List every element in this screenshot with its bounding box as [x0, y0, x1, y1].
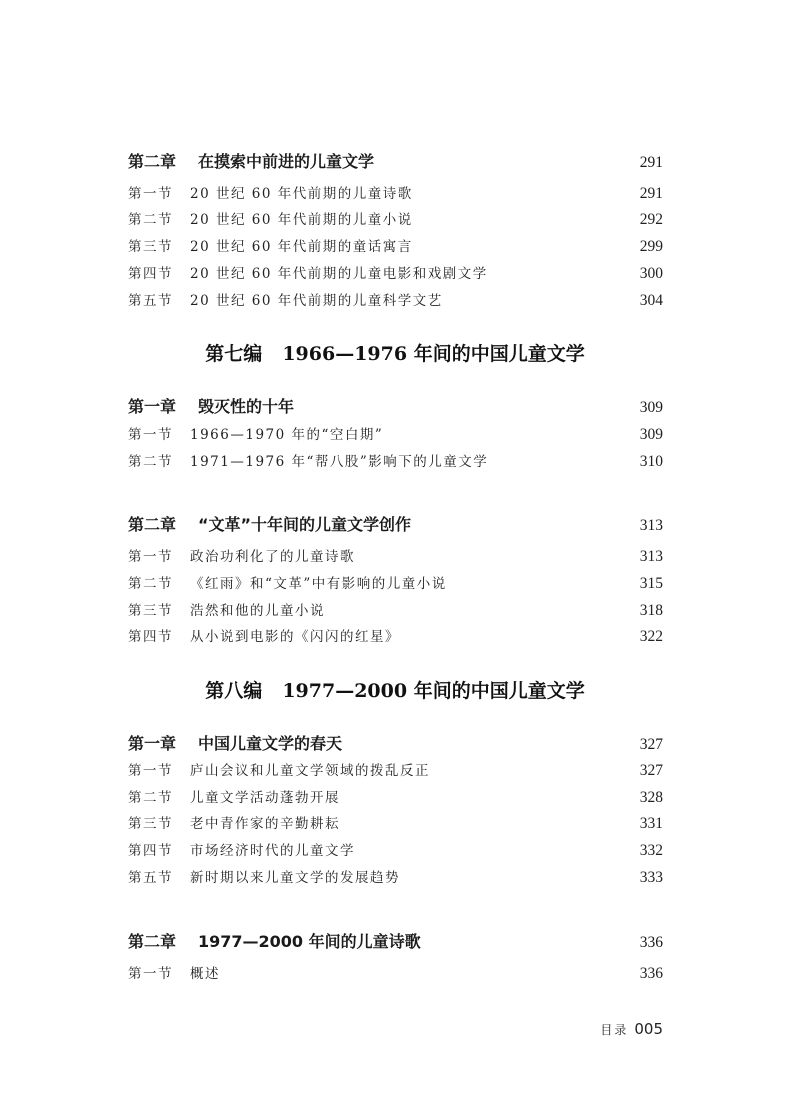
section-title: 从小说到电影的《闪闪的红星》: [190, 629, 400, 645]
section-title: 儿童文学活动蓬勃开展: [190, 790, 340, 806]
section-label: 第三节: [128, 239, 173, 255]
section-title: 概述: [190, 966, 220, 982]
page-number: 291: [639, 185, 663, 202]
part-heading: [0, 339, 790, 366]
section-label: 第二节: [128, 454, 173, 470]
section-title: 20 世纪 60 年代前期的儿童科学文艺: [190, 293, 443, 309]
chapter-title: 中国儿童文学的春天: [198, 734, 343, 753]
section-label: 第一节: [128, 966, 173, 982]
footer-label: 目录: [600, 1023, 629, 1037]
section-label: 第三节: [128, 603, 173, 619]
chapter-title: 1977—2000 年间的儿童诗歌: [198, 932, 421, 951]
page-number: 299: [639, 238, 663, 255]
section-title: 政治功利化了的儿童诗歌: [190, 549, 355, 565]
chapter-entry: [128, 149, 663, 172]
chapter-title: 在摸索中前进的儿童文学: [198, 152, 375, 171]
chapter-title: “文革”十年间的儿童文学创作: [198, 515, 412, 534]
section-title: 市场经济时代的儿童文学: [190, 843, 355, 859]
page-footer: [600, 1019, 663, 1038]
section-entry: [128, 599, 663, 620]
section-label: 第二节: [128, 212, 173, 228]
part-title: 1966—1976 年间的中国儿童文学: [282, 343, 585, 365]
section-entry: [128, 423, 663, 444]
section-title: 《红雨》和“文革”中有影响的儿童小说: [190, 576, 447, 592]
section-entry: [128, 625, 663, 646]
section-entry: [128, 572, 663, 593]
chapter-title: 毁灭性的十年: [198, 397, 295, 416]
section-label: 第二节: [128, 790, 173, 806]
page-number: 336: [639, 934, 663, 951]
section-title: 1966—1970 年的“空白期”: [190, 427, 384, 443]
section-label: 第五节: [128, 293, 173, 309]
chapter-entry: [128, 394, 663, 417]
section-label: 第四节: [128, 843, 173, 859]
section-entry: [128, 262, 663, 283]
page-number: 333: [639, 869, 663, 886]
page-number: 331: [639, 815, 663, 832]
section-label: 第二节: [128, 576, 173, 592]
folio-number: 005: [634, 1020, 663, 1038]
chapter-label: 第一章: [128, 397, 177, 416]
section-title: 20 世纪 60 年代前期的儿童电影和戏剧文学: [190, 266, 488, 282]
section-entry: [128, 812, 663, 833]
page-number: 322: [639, 628, 663, 645]
section-label: 第一节: [128, 549, 173, 565]
chapter-label: 第一章: [128, 734, 177, 753]
page-number: 315: [639, 575, 663, 592]
section-entry: [128, 182, 663, 203]
part-heading: [0, 676, 790, 703]
section-entry: [128, 866, 663, 887]
chapter-label: 第二章: [128, 152, 177, 171]
page-number: 313: [639, 548, 663, 565]
section-title: 庐山会议和儿童文学领域的拨乱反正: [190, 763, 430, 779]
section-title: 1971—1976 年“帮八股”影响下的儿童文学: [190, 454, 489, 470]
page-number: 327: [639, 736, 663, 753]
section-entry: [128, 545, 663, 566]
section-entry: [128, 235, 663, 256]
section-label: 第一节: [128, 427, 173, 443]
page-number: 292: [639, 211, 663, 228]
chapter-label: 第二章: [128, 932, 177, 951]
page-number: 310: [639, 453, 663, 470]
section-title: 老中青作家的辛勤耕耘: [190, 816, 340, 832]
section-entry: [128, 839, 663, 860]
section-title: 20 世纪 60 年代前期的儿童小说: [190, 212, 413, 228]
section-title: 20 世纪 60 年代前期的童话寓言: [190, 239, 413, 255]
section-label: 第一节: [128, 763, 173, 779]
page-number: 336: [639, 965, 663, 982]
page-number: 313: [639, 517, 663, 534]
chapter-entry: [128, 929, 663, 952]
section-entry: [128, 962, 663, 983]
page-number: 291: [639, 154, 663, 171]
page-number: 332: [639, 842, 663, 859]
section-entry: [128, 759, 663, 780]
section-label: 第四节: [128, 266, 173, 282]
part-title: 1977—2000 年间的中国儿童文学: [282, 680, 585, 702]
section-title: 新时期以来儿童文学的发展趋势: [190, 870, 400, 886]
section-label: 第五节: [128, 870, 173, 886]
chapter-entry: [128, 512, 663, 535]
page-number: 304: [639, 292, 663, 309]
section-title: 浩然和他的儿童小说: [190, 603, 325, 619]
page-number: 300: [639, 265, 663, 282]
section-label: 第三节: [128, 816, 173, 832]
section-label: 第四节: [128, 629, 173, 645]
page-number: 309: [639, 426, 663, 443]
chapter-label: 第二章: [128, 515, 177, 534]
page-number: 318: [639, 602, 663, 619]
section-entry: [128, 289, 663, 310]
section-title: 20 世纪 60 年代前期的儿童诗歌: [190, 186, 413, 202]
part-label: 第八编: [205, 680, 263, 702]
section-entry: [128, 786, 663, 807]
page-number: 327: [639, 762, 663, 779]
page-number: 328: [639, 789, 663, 806]
part-label: 第七编: [205, 343, 263, 365]
page-number: 309: [639, 399, 663, 416]
chapter-entry: [128, 731, 663, 754]
section-label: 第一节: [128, 186, 173, 202]
section-entry: [128, 208, 663, 229]
section-entry: [128, 450, 663, 471]
